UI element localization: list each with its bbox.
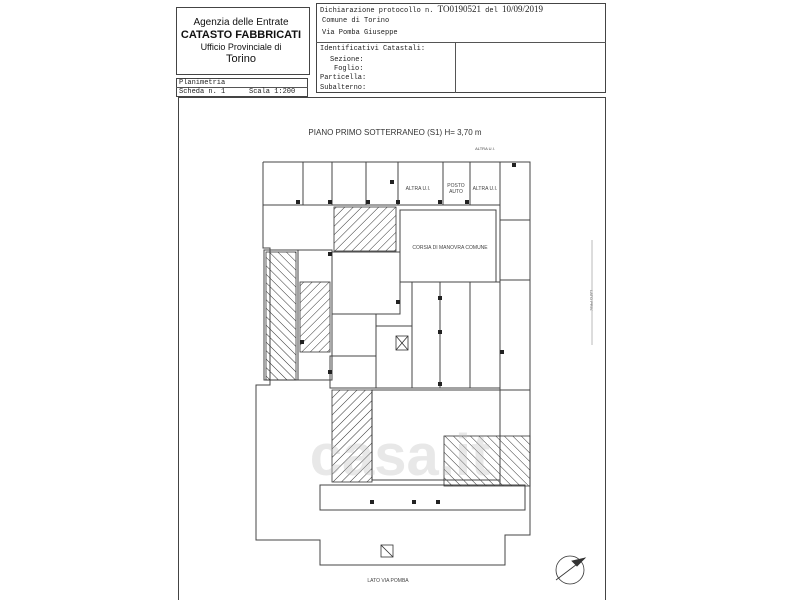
agency-line-3: Ufficio Provinciale di — [200, 42, 282, 52]
protocol-number: TO0190521 — [437, 4, 481, 14]
label-corsia: CORSIA DI MANOVRA COMUNE — [412, 245, 488, 251]
sezione-label: Sezione: — [330, 56, 364, 64]
label-lato-bottom: LATO VIA POMBA — [367, 578, 409, 584]
scala-label: Scala 1:200 — [249, 88, 296, 96]
agency-line-1: Agenzia delle Entrate — [193, 17, 289, 28]
label-altra-1: ALTRA U.I. — [405, 186, 431, 192]
subalterno-label: Subalterno: — [320, 84, 367, 92]
date-label: del — [485, 7, 498, 15]
label-posto-1: POSTO — [447, 183, 465, 189]
label-altra-top: ALTRA U.I. — [475, 146, 495, 151]
north-arrow-icon — [556, 556, 585, 584]
foglio-label: Foglio: — [334, 65, 364, 73]
declaration-date: 10/09/2019 — [501, 4, 543, 14]
planimetria-label: Planimetria — [179, 79, 226, 87]
watermark: casa.it — [309, 423, 491, 488]
label-lato-right: LATO PRIV. — [589, 290, 594, 312]
scheda-label: Scheda n. 1 — [179, 88, 226, 96]
label-posto-2: AUTO — [449, 189, 463, 195]
comune: Comune di Torino — [322, 17, 390, 25]
label-altra-2: ALTRA U.I. — [472, 186, 498, 192]
agency-city: Torino — [226, 53, 256, 65]
declaration-label: Dichiarazione protocollo n. — [320, 7, 434, 15]
identificativi-label: Identificativi Catastali: — [320, 45, 426, 53]
plan-title: PIANO PRIMO SOTTERRANEO (S1) H= 3,70 m — [308, 128, 482, 137]
address: Via Pomba Giuseppe — [322, 29, 398, 37]
particella-label: Particella: — [320, 74, 367, 82]
agency-line-2: CATASTO FABBRICATI — [180, 29, 302, 41]
